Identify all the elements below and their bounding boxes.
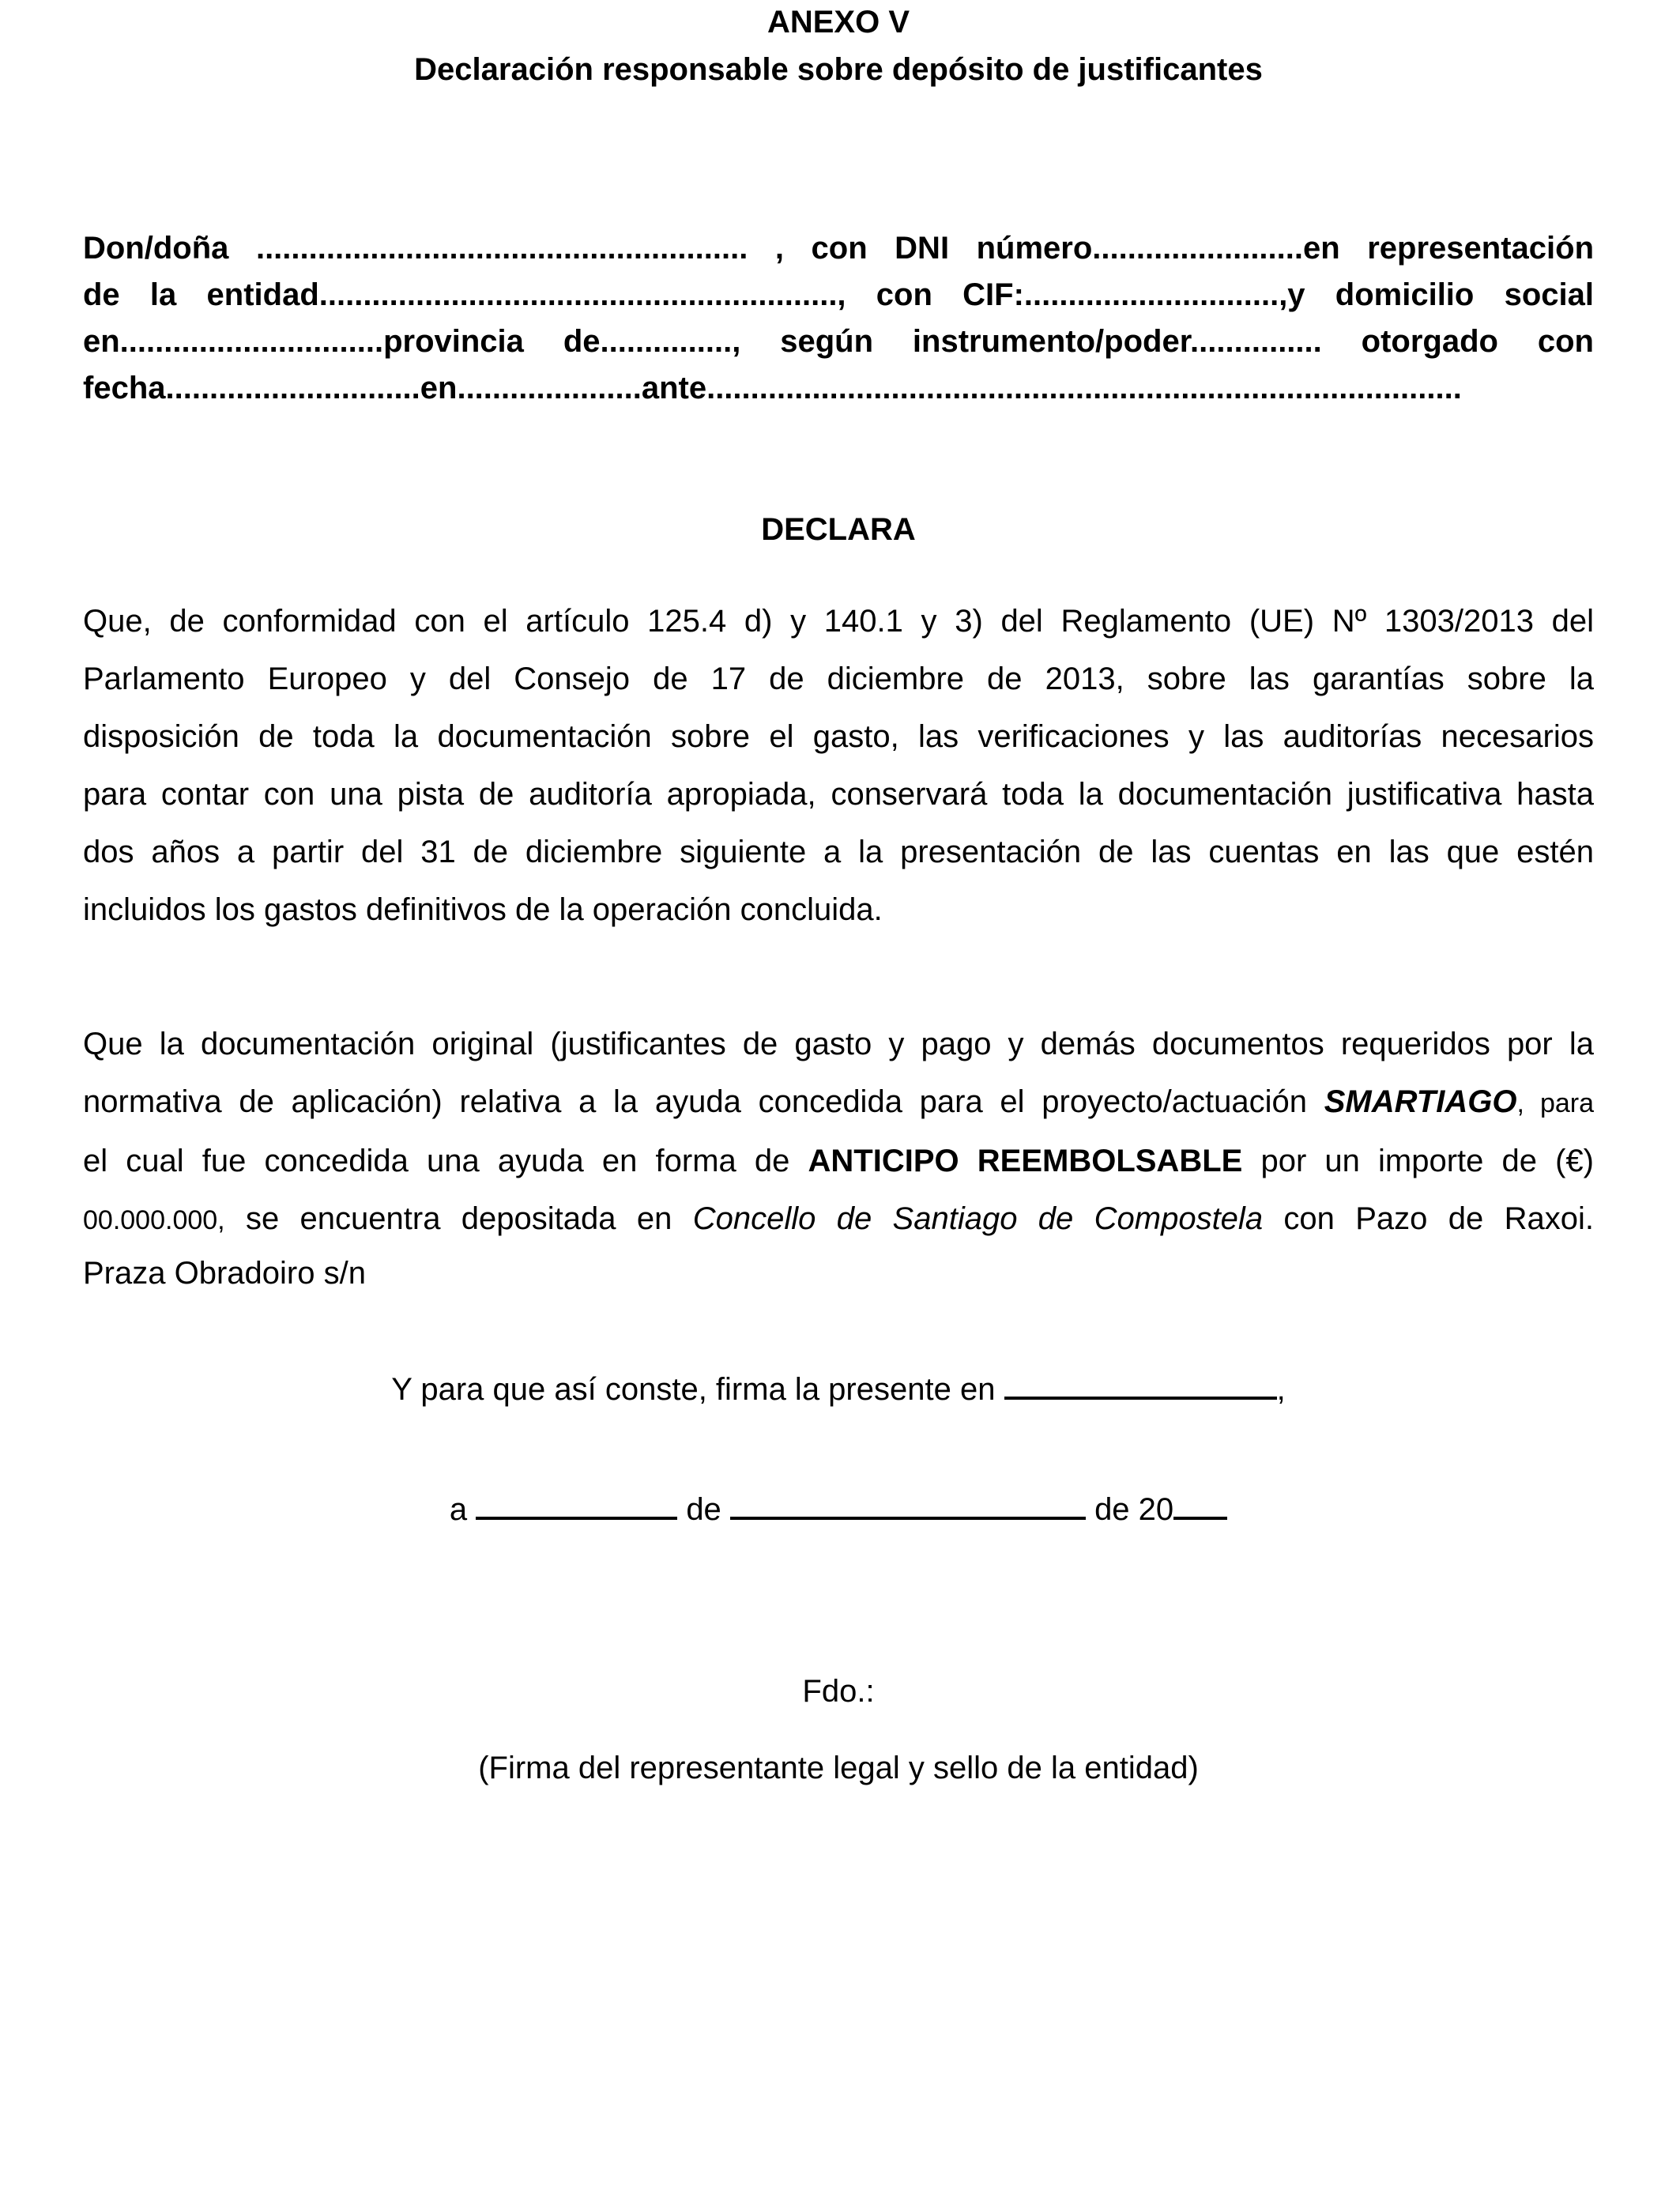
date-de: de	[686, 1492, 721, 1527]
identification-line: fecha.............................en.....................ante......................................................................................	[83, 371, 1462, 405]
declara-heading: DECLARA	[761, 512, 916, 547]
day-blank	[476, 1490, 677, 1520]
paragraph-line: incluidos los gastos definitivos de la operación concluida.	[83, 892, 883, 927]
paragraph-text: , para	[1516, 1088, 1594, 1118]
paragraph-line: para contar con una pista de auditoría apropiada, conservará toda la documentación justificativa hasta	[83, 777, 1594, 812]
paragraph-text: se encuentra depositada en	[245, 1201, 672, 1236]
identification-line: Don/doña ........................................................ , con DNI número........................en representación	[83, 231, 1594, 266]
annex-heading: ANEXO V	[767, 5, 910, 40]
signature-label: Fdo.:	[802, 1674, 875, 1709]
date-line	[83, 1486, 1594, 1533]
identification-section	[83, 225, 1594, 412]
closing-comma: ,	[1276, 1372, 1286, 1407]
identification-line: de la entidad..........................................................., con CIF:.............................,y domicilio social	[83, 277, 1594, 312]
paragraph-text: normativa de aplicación) relativa a la ayuda concedida para el proyecto/actuación	[83, 1084, 1308, 1119]
identification-line: en..............................provincia de..............., según instrumento/poder............... otorgado con	[83, 324, 1594, 359]
closing-text: Y para que así conste, firma la presente en	[391, 1372, 996, 1407]
signature-note: (Firma del representante legal y sello de la entidad)	[478, 1751, 1199, 1785]
paragraph-line	[83, 1133, 1594, 1190]
paragraph-line: Que, de conformidad con el artículo 125.4 d) y 140.1 y 3) del Reglamento (UE) Nº 1303/2013 del	[83, 604, 1594, 639]
date-year-prefix: de 20	[1094, 1492, 1174, 1527]
paragraph-line: Que la documentación original (justificantes de gasto y pago y demás documentos requeridos por la	[83, 1027, 1594, 1061]
paragraph-line: disposición de toda la documentación sobre el gasto, las verificaciones y las auditorías necesarios	[83, 719, 1594, 754]
declaration-paragraph-1	[83, 593, 1594, 939]
closing-line	[83, 1366, 1594, 1413]
deposit-location: Concello de Santiago de Compostela	[692, 1201, 1264, 1236]
paragraph-line: Praza Obradoiro s/n	[83, 1256, 366, 1291]
paragraph-text: con Pazo de Raxoi.	[1283, 1201, 1594, 1236]
paragraph-text: el cual fue concedida una ayuda en forma de	[83, 1144, 790, 1178]
date-a: a	[449, 1492, 468, 1527]
paragraph-line: dos años a partir del 31 de diciembre siguiente a la presentación de las cuentas en las que estén	[83, 835, 1594, 869]
month-blank	[730, 1490, 1086, 1520]
project-name: SMARTIAGO	[1324, 1084, 1517, 1119]
paragraph-line: Parlamento Europeo y del Consejo de 17 de diciembre de 2013, sobre las garantías sobre la	[83, 662, 1594, 696]
paragraph-line	[83, 1073, 1594, 1133]
year-blank	[1173, 1490, 1227, 1520]
amount-value: 00.000.000,	[83, 1205, 225, 1235]
paragraph-text: por un importe de (€)	[1260, 1144, 1594, 1178]
document-title: Declaración responsable sobre depósito de justificantes	[414, 52, 1263, 87]
aid-type: ANTICIPO REEMBOLSABLE	[808, 1144, 1243, 1178]
declaration-paragraph-2	[83, 1016, 1594, 1297]
paragraph-line	[83, 1190, 1594, 1250]
place-blank	[1004, 1370, 1277, 1400]
